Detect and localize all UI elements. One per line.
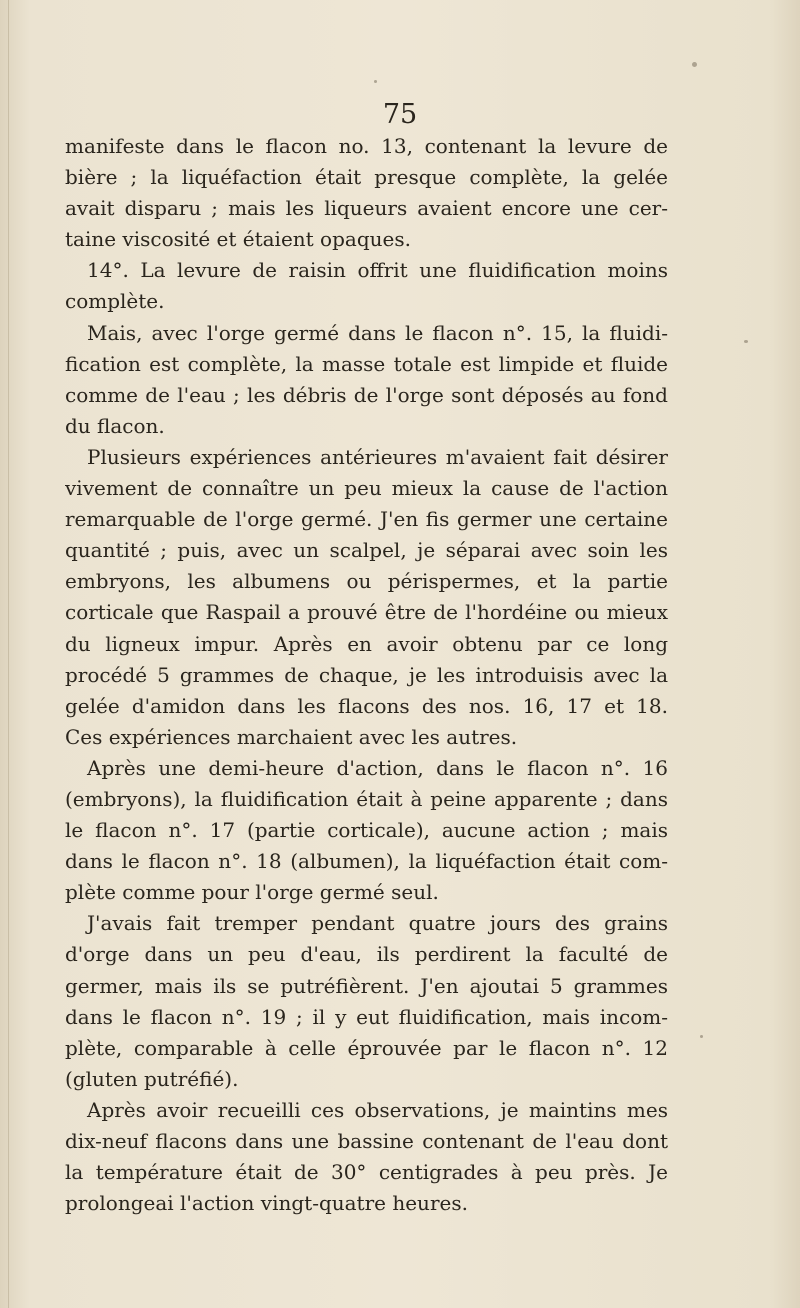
paragraph (65, 255, 668, 317)
paragraph (65, 442, 668, 753)
text-line: dix-neuf flacons dans une bassine contenant de l'eau dont (65, 1129, 668, 1153)
text-line: la température était de 30° centigrades à peu près. Je (65, 1160, 668, 1185)
text-line: (embryons), la fluidification était à peine apparente ; dans (65, 786, 668, 811)
text-line: Après une demi-heure d'action, dans le flacon n°. 16 (87, 755, 668, 780)
text-line: dans le flacon n°. 19 ; il y eut fluidification, mais incom- (65, 1004, 668, 1029)
text-line: Mais, avec l'orge germé dans le flacon n°. 15, la fluidi- (87, 320, 668, 345)
paper-speck (692, 62, 697, 67)
text-line: fication est complète, la masse totale est limpide et fluide (65, 351, 668, 376)
text-line: avait disparu ; mais les liqueurs avaient encore une cer- (65, 196, 668, 221)
paragraph (65, 131, 668, 255)
text-line: plète, comparable à celle éprouvée par le flacon n°. 12 (65, 1035, 668, 1060)
text-line: taine viscosité et étaient opaques. (65, 227, 411, 252)
text-line: (gluten putréfié). (65, 1066, 239, 1091)
text-line: manifeste dans le flacon no. 13, contenant la levure de (65, 134, 668, 158)
text-line: Ces expériences marchaient avec les autres. (65, 724, 518, 749)
text-line: procédé 5 grammes de chaque, je les introduisis avec la (65, 662, 668, 687)
paragraph (65, 1095, 668, 1219)
text-line: quantité ; puis, avec un scalpel, je séparai avec soin les (65, 538, 668, 563)
paragraph (65, 908, 668, 1095)
text-line: bière ; la liquéfaction était presque complète, la gelée (65, 165, 668, 190)
text-line: Plusieurs expériences antérieures m'avaient fait désirer (87, 444, 668, 469)
page-number: 75 (382, 99, 418, 130)
page-edge-line (8, 0, 9, 1308)
text-line: complète. (65, 289, 165, 314)
text-line: du ligneux impur. Après en avoir obtenu par ce long (65, 631, 668, 656)
text-line: vivement de connaître un peu mieux la cause de l'action (65, 476, 668, 501)
text-line: gelée d'amidon dans les flacons des nos. 16, 17 et 18. (65, 693, 668, 718)
text-line: le flacon n°. 17 (partie corticale), aucune action ; mais (65, 818, 668, 843)
text-line: d'orge dans un peu d'eau, ils perdirent la faculté de (65, 942, 668, 967)
text-line: Après avoir recueilli ces observations, je maintins mes (87, 1097, 668, 1122)
paper-speck (374, 80, 377, 83)
text-line: 14°. La levure de raisin offrit une fluidification moins (87, 258, 668, 283)
text-line: prolongeai l'action vingt-quatre heures. (65, 1191, 468, 1216)
body-text (65, 131, 668, 1219)
text-line: germer, mais ils se putréfièrent. J'en ajoutai 5 grammes (65, 973, 668, 998)
text-line: comme de l'eau ; les débris de l'orge sont déposés au fond (65, 382, 668, 407)
paper-speck (700, 1035, 703, 1038)
paragraph (65, 318, 668, 442)
text-line: remarquable de l'orge germé. J'en fis germer une certaine (65, 507, 668, 532)
text-line: plète comme pour l'orge germé seul. (65, 880, 439, 905)
text-line: du flacon. (65, 413, 165, 438)
text-line: corticale que Raspail a prouvé être de l'hordéine ou mieux (65, 600, 668, 625)
text-line: dans le flacon n°. 18 (albumen), la liquéfaction était com- (65, 849, 668, 874)
text-line: embryons, les albumens ou périspermes, et la partie (65, 569, 668, 594)
paper-speck (744, 340, 748, 343)
paragraph (65, 753, 668, 908)
text-line: J'avais fait tremper pendant quatre jours des grains (87, 911, 668, 936)
